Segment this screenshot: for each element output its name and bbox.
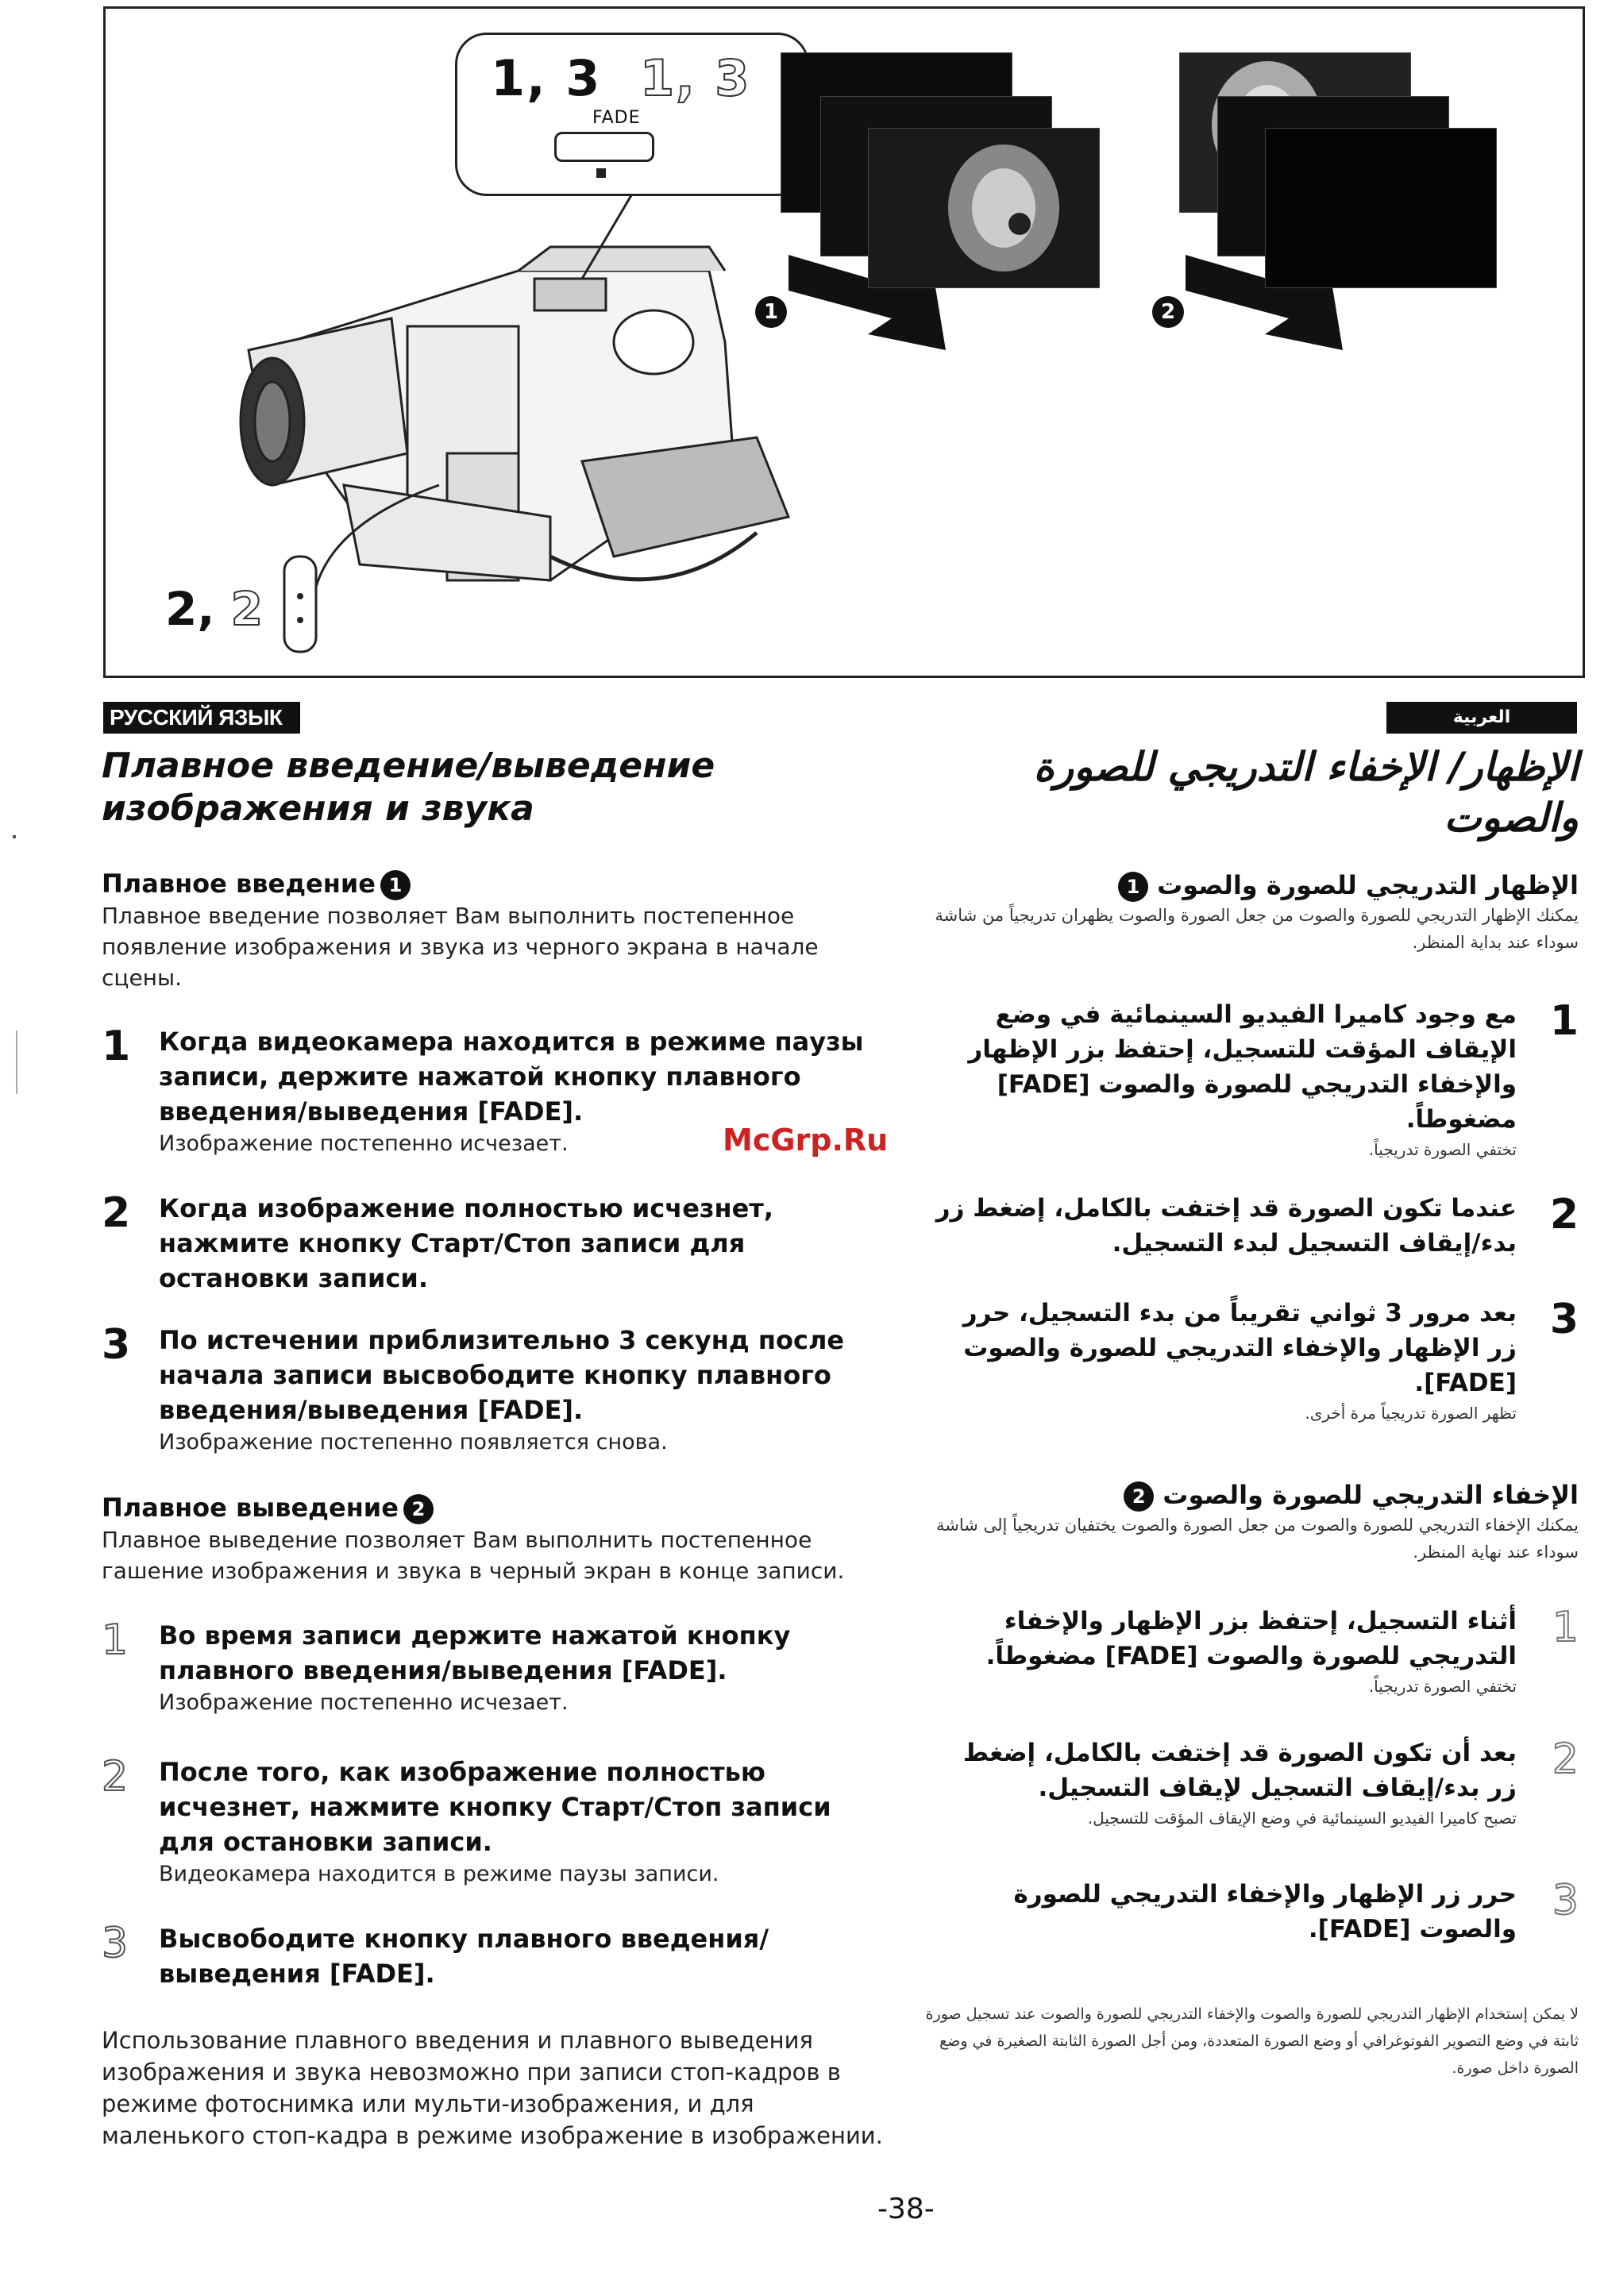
step-number: 1 (102, 1616, 129, 1664)
fade-in-marker-icon: 1 (1118, 872, 1148, 902)
arabic-fade-out-heading-text: الإخفاء التدريجي للصورة والصوت (1163, 1480, 1579, 1510)
margin-mark (16, 1031, 17, 1094)
fade-out-marker-icon: 2 (1124, 1481, 1154, 1512)
fade-out-marker-number: 2 (1152, 296, 1184, 328)
step-instruction: حرر زر الإظهار والإخفاء التدريجي للصورة والصوت [FADE]. (1013, 1880, 1517, 1944)
russian-title-line: изображения и звука (102, 788, 534, 829)
fade-button-callout (455, 33, 809, 196)
step-note: تختفي الصورة تدريجياً. (1368, 1140, 1517, 1159)
fade-button-icon (554, 132, 654, 162)
step-instruction: بعد أن تكون الصورة قد إختفت بالكامل، إضغط زر بدء/إيقاف التسجيل لإيقاف التسجيل. (962, 1739, 1517, 1802)
fade-in-heading (102, 869, 896, 900)
step-number: 2 (102, 1753, 129, 1801)
step-note: تظهر الصورة تدريجياً مرة أخرى. (1305, 1404, 1517, 1423)
arabic-fade-in-heading (920, 870, 1579, 902)
step-note: Видеокамера находится в режиме паузы записи. (159, 1862, 719, 1886)
step-instruction: مع وجود كاميرا الفيديو السينمائية في وضع الإيقاف المؤقت للتسجيل، إحتفظ بزر الإظهار والإخفاء التدريجي للصورة والصوت [FADE] مضغوطاً. (968, 1000, 1517, 1134)
arabic-fade-in-heading-text: الإظهار التدريجي للصورة والصوت (1157, 870, 1579, 900)
fade-out-marker-icon: 2 (403, 1494, 434, 1524)
side-step-number: 2, (165, 582, 215, 636)
fade-out-heading (102, 1493, 896, 1524)
fade-out-intro: Плавное выведение позволяет Вам выполнить постепенное гашение изображения и звука в черный экран в конце записи. (102, 1527, 845, 1584)
step-note: تختفي الصورة تدريجياً. (1368, 1677, 1517, 1696)
russian-footnote: Использование плавного введения и плавного выведения изображения и звука невозможно при записи стоп-кадров в режиме фотоснимка или мульти-изображения, и для маленького стоп-кадра в режиме изображение в изображении. (102, 2027, 883, 2149)
step-instruction: Во время записи держите нажатой кнопку плавного введения/выведения [FADE]. (159, 1620, 791, 1685)
arabic-title-line: والصوت (1444, 795, 1579, 841)
margin-mark (13, 835, 16, 838)
russian-fade-in-section (102, 869, 896, 993)
step-number: 1 (1549, 997, 1579, 1045)
step-note: تصبح كاميرا الفيديو السينمائية في وضع الإيقاف المؤقت للتسجيل. (1087, 1809, 1517, 1828)
arabic-fade-out-heading (920, 1480, 1579, 1512)
arabic-fade-in-section (920, 870, 1579, 956)
step-instruction: أثناء التسجيل، إحتفظ بزر الإظهار والإخفاء التدريجي للصورة والصوت [FADE] مضغوطاً. (985, 1607, 1517, 1670)
step-number: 1 (1552, 1604, 1579, 1651)
side-step-numbers (165, 582, 263, 636)
step-instruction: بعد مرور 3 ثواني تقريباً من بدء التسجيل، حرر زر الإظهار والإخفاء التدريجي للصورة والصوت [FADE]. (962, 1299, 1517, 1397)
fade-in-marker-number: 1 (755, 296, 787, 328)
callout-step-numbers-outline: 1, 3 (640, 49, 751, 107)
step-number: 3 (1549, 1296, 1579, 1343)
step-number: 3 (102, 1920, 129, 1967)
arabic-title (920, 742, 1579, 843)
callout-step-numbers: 1, 3 (491, 49, 602, 107)
step-instruction: Когда видеокамера находится в режиме паузы записи, держите нажатой кнопку плавного введения/выведения [FADE]. (159, 1027, 864, 1127)
step-note: Изображение постепенно появляется снова. (159, 1430, 668, 1454)
indicator-dot-icon (596, 168, 606, 178)
step-number: 3 (1552, 1877, 1579, 1924)
arabic-fade-in-intro: يمكنك الإظهار التدريجي للصورة والصوت من جعل الصورة والصوت يظهران تدريجياً من شاشة سوداء عند بداية المنظر. (935, 906, 1579, 952)
russian-title-line: Плавное введение/выведение (102, 745, 715, 786)
side-step-number-outline: 2 (230, 582, 263, 636)
page-number: -38- (877, 2193, 935, 2225)
step-instruction: Когда изображение полностью исчезнет, нажмите кнопку Старт/Стоп записи для остановки записи. (159, 1193, 773, 1293)
russian-title (102, 745, 896, 830)
step-number: 1 (102, 1023, 131, 1070)
russian-fade-out-section (102, 1493, 896, 1586)
arabic-language-tag: العربية (1386, 702, 1577, 734)
step-number: 2 (102, 1189, 131, 1237)
fade-out-frame-front (1265, 128, 1497, 288)
arabic-footnote: لا يمكن إستخدام الإظهار التدريجي للصورة والصوت والإخفاء التدريجي للصورة والصوت عند تسجيل صورة ثابتة في وضع التصوير الفوتوغرافي أو وضع الصورة المتعددة، ومن أجل الصورة الثابتة الصغيرة في وضع الصورة داخل صورة. (925, 2005, 1579, 2077)
step-instruction: Высвободите кнопку плавного введения/ выведения [FADE]. (159, 1924, 769, 1989)
step-number: 3 (102, 1321, 131, 1369)
fade-in-frame-front (868, 128, 1100, 288)
fade-out-marker (1152, 296, 1184, 328)
step-note: Изображение постепенно исчезает. (159, 1690, 569, 1715)
step-note: Изображение постепенно исчезает. (159, 1131, 569, 1156)
arabic-fade-out-intro: يمكنك الإخفاء التدريجي للصورة والصوت من جعل الصورة والصوت يختفيان تدريجياً إلى شاشة سوداء عند نهاية المنظر. (936, 1516, 1579, 1562)
arabic-fade-out-section (920, 1480, 1579, 1566)
illustration-frame (103, 6, 1585, 678)
fade-in-intro: Плавное введение позволяет Вам выполнить постепенное появление изображения и звука из черного экрана в начале сцены. (102, 903, 819, 991)
step-instruction: عندما تكون الصورة قد إختفت بالكامل، إضغط زر بدء/إيقاف التسجيل لبدء التسجيل. (935, 1194, 1517, 1258)
arabic-title-line: الإظهار/ الإخفاء التدريجي للصورة (1033, 744, 1579, 790)
watermark: McGrp.Ru (723, 1123, 889, 1158)
fade-in-marker-icon: 1 (380, 870, 411, 900)
step-instruction: После того, как изображение полностью исчезнет, нажмите кнопку Старт/Стоп записи для остановки записи. (159, 1757, 831, 1857)
fade-in-heading-text: Плавное введение (102, 869, 376, 899)
fade-button-label: FADE (592, 108, 641, 128)
russian-language-tag: РУССКИЙ ЯЗЫК (103, 702, 300, 734)
fade-out-heading-text: Плавное выведение (102, 1493, 399, 1523)
step-number: 2 (1549, 1191, 1579, 1239)
fade-in-marker (755, 296, 787, 328)
step-instruction: По истечении приблизительно 3 секунд после начала записи высвободите кнопку плавного введения/выведения [FADE]. (159, 1325, 845, 1425)
lion-image-icon (869, 129, 1099, 287)
step-number: 2 (1552, 1735, 1579, 1783)
